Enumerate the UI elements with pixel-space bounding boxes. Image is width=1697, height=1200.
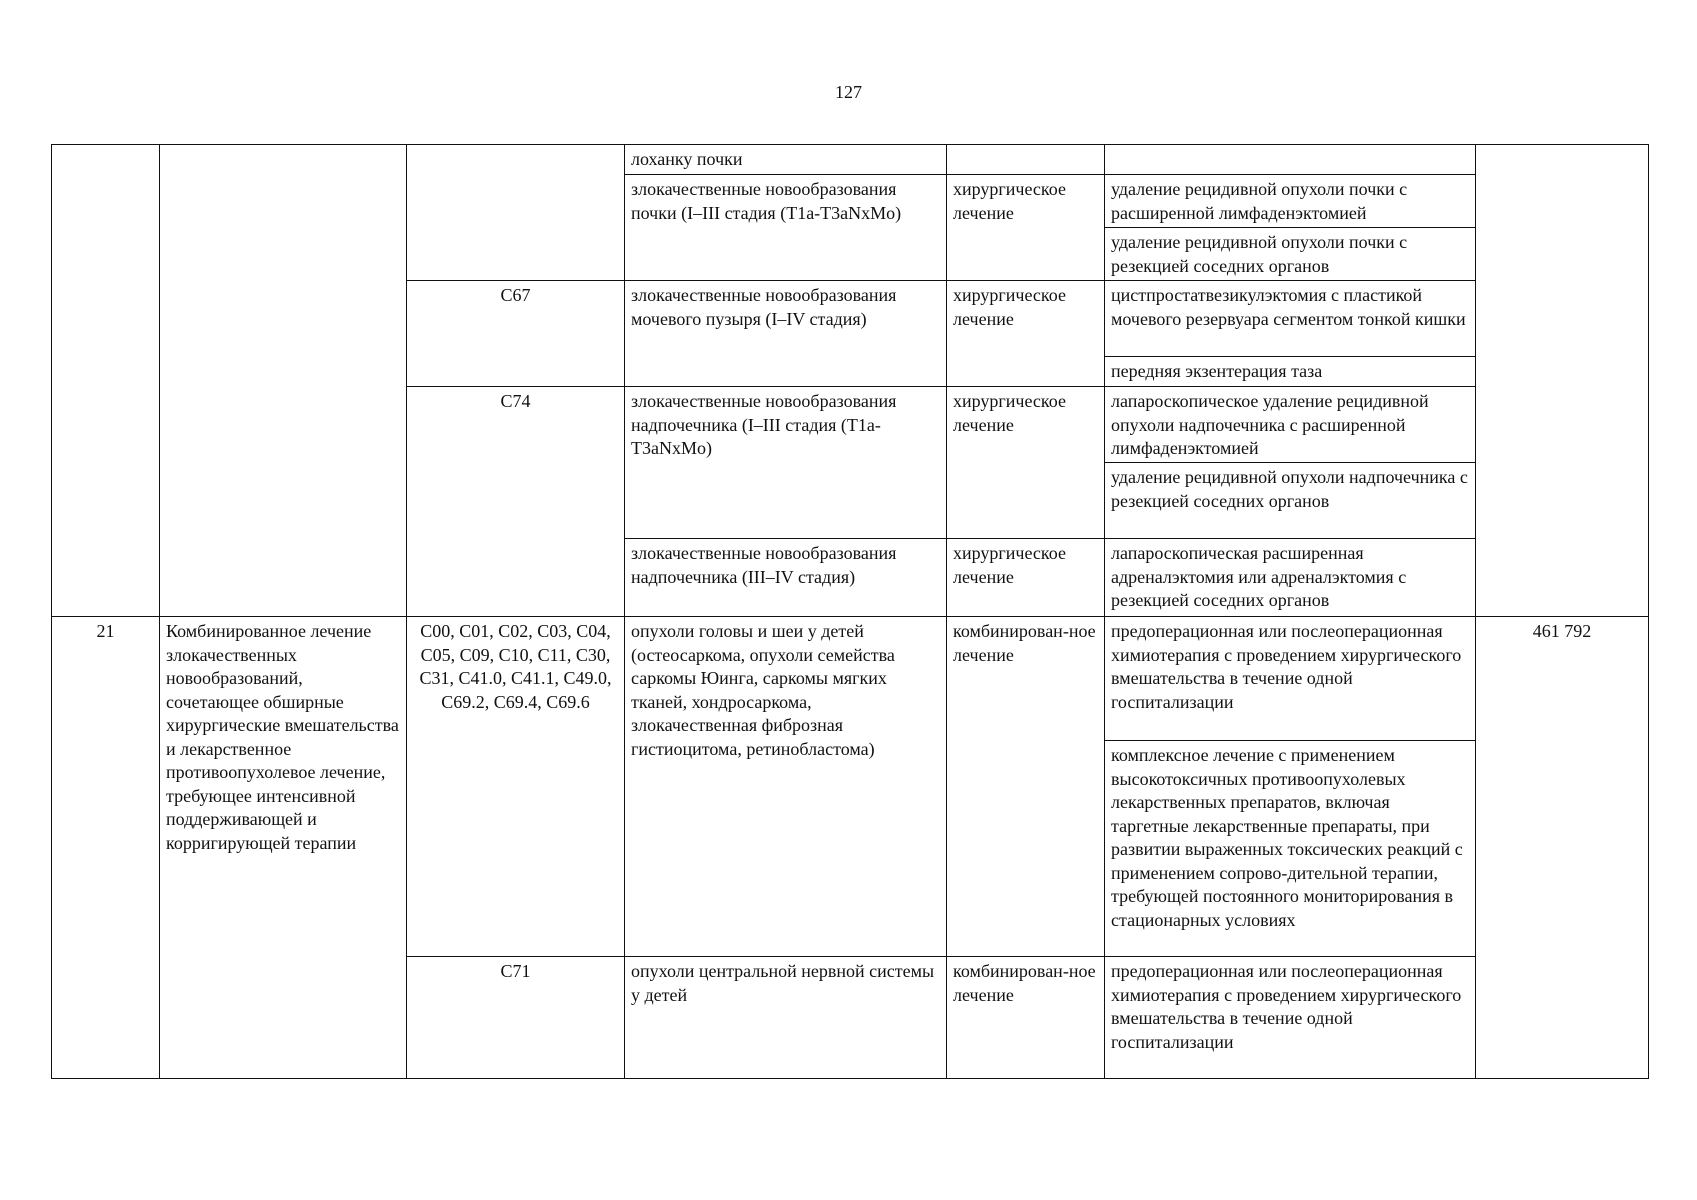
cell-method: лапароскопическое удаление рецидивной опухоли надпочечника с расширенной лимфаденэктомией (1105, 387, 1476, 463)
cell-icd: C71 (407, 957, 625, 1079)
cell-number-cont (52, 145, 160, 617)
page-number: 127 (835, 82, 862, 102)
cell-method: комплексное лечение с применением высокотоксичных противоопухолевых лекарственных препаратов, включая таргетные лекарственные препараты, при развитии выраженных токсических реакций с применением сопрово-дительной терапии, требующей постоянного мониторирования в стационарных условиях (1105, 741, 1476, 957)
cell-diagnosis: злокачественные новообразования надпочечника (I–III стадия (T1a-T3aNxMo) (625, 387, 947, 539)
cell-treatment: комбинирован-ное лечение (947, 957, 1105, 1079)
cell-method: удаление рецидивной опухоли почки с расширенной лимфаденэктомией (1105, 175, 1476, 228)
cell-row-number: 21 (52, 617, 160, 1079)
cell-treatment: хирургическое лечение (947, 387, 1105, 539)
cell-method: цистпростатвезикулэктомия с пластикой мочевого резервуара сегментом тонкой кишки (1105, 281, 1476, 357)
cell-cost-cont (1476, 145, 1649, 617)
cell-icd: C00, C01, C02, C03, C04, C05, C09, C10, C11, C30, C31, C41.0, C41.1, C49.0, C69.2, C69.4, C69.6 (407, 617, 625, 957)
cell-method-empty (1105, 145, 1476, 175)
cell-method: передняя экзентерация таза (1105, 357, 1476, 387)
cell-diagnosis: злокачественные новообразования мочевого пузыря (I–IV стадия) (625, 281, 947, 387)
cell-method: предоперационная или послеоперационная химиотерапия с проведением хирургического вмешательства в течение одной госпитализации (1105, 957, 1476, 1079)
cell-method: удаление рецидивной опухоли почки с резекцией соседних органов (1105, 228, 1476, 281)
cell-diagnosis: лоханку почки (625, 145, 947, 175)
cell-treatment-empty (947, 145, 1105, 175)
cell-diagnosis: опухоли центральной нервной системы у детей (625, 957, 947, 1079)
cell-procedure-name: Комбинированное лечение злокачественных новообразований, сочетающее обширные хирургические вмешательства и лекарственное противоопухолевое лечение, требующее интенсивной поддерживающей и корригирующей терапии (160, 617, 407, 1079)
cell-treatment: хирургическое лечение (947, 539, 1105, 617)
cell-diagnosis: злокачественные новообразования почки (I–III стадия (T1a-T3aNxMo) (625, 175, 947, 281)
cell-method: предоперационная или послеоперационная химиотерапия с проведением хирургического вмешательства в течение одной госпитализации (1105, 617, 1476, 741)
cell-icd: C67 (407, 281, 625, 387)
cell-diagnosis: опухоли головы и шеи у детей (остеосаркома, опухоли семейства саркомы Юинга, саркомы мягких тканей, хондросаркома, злокачественная фиброзная гистиоцитома, ретинобластома) (625, 617, 947, 957)
cell-icd-cont (407, 145, 625, 281)
cell-cost: 461 792 (1476, 617, 1649, 1079)
cell-treatment: хирургическое лечение (947, 281, 1105, 387)
procedures-table (51, 144, 1649, 1079)
cell-name-cont (160, 145, 407, 617)
cell-treatment: комбинирован-ное лечение (947, 617, 1105, 957)
cell-icd: C74 (407, 387, 625, 617)
cell-method: удаление рецидивной опухоли надпочечника с резекцией соседних органов (1105, 463, 1476, 539)
cell-treatment: хирургическое лечение (947, 175, 1105, 281)
cell-method: лапароскопическая расширенная адреналэктомия или адреналэктомия с резекцией соседних органов (1105, 539, 1476, 617)
cell-diagnosis: злокачественные новообразования надпочечника (III–IV стадия) (625, 539, 947, 617)
